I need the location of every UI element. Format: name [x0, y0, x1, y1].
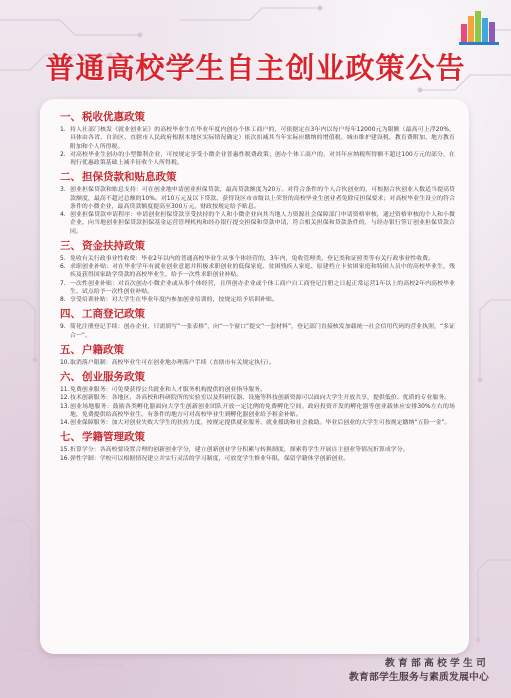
- item-number: 10.: [60, 359, 70, 366]
- section-title: 学籍管理政策: [82, 431, 145, 444]
- item-text: 折算学分：各高校要设置合理的创新创业学分，建立创新创业学分积累与转换制度，探索将学生开展自主创业等情况折算成学分。: [70, 447, 409, 454]
- item-number: 11.: [60, 387, 70, 393]
- policy-item: [60, 394, 455, 402]
- section-heading: [60, 370, 455, 384]
- section-title: 工商登记政策: [82, 308, 145, 321]
- section-title: 户籍政策: [82, 343, 124, 356]
- item-text: 技术创新服务：各地区、各高校和科研院所的实验室以及科研仪器、设施等科技创新资源可以面向大学生开放共享，提供低价、优质的专业服务。: [70, 395, 451, 402]
- section-title: 资金扶持政策: [82, 239, 145, 252]
- item-text: 创业担保贷款和贴息支持：可在创业地申请创业担保贷款，最高贷款额度为20万。对符合条件的个人合伙创业的，可根据合伙创业人数适当提高贷款额度，最高不超过总额的10%。对10万元及以下贷款、获得设区市市级以上荣誉的高校毕业生创业者免除反担保要求；对高校毕业生设立的符合条件的小微企业，最高贷款额度提高至300万元，财政按规定给予贴息。: [70, 187, 455, 210]
- item-text: 免费创业服务：可免费获得公共就业和人才服务机构提供的创业指导服务。: [70, 387, 267, 393]
- item-number: 2.: [60, 151, 66, 158]
- item-text: 创业保障服务：加大对创业失败大学生的扶持力度，按规定提供就业服务、就业援助和社会救助。毕业后创业的大学生可按规定缴纳“五险一金”。: [70, 420, 451, 426]
- section-heading: [60, 307, 455, 321]
- section-number: 四、: [60, 308, 81, 321]
- item-number: 5.: [60, 255, 66, 262]
- section-funding-support: [60, 239, 455, 305]
- item-number: 9.: [60, 324, 66, 331]
- policy-item: [60, 263, 455, 280]
- item-text: 一次性创业补贴：对首次创办小微企业或从事个体经营，且所创办企业或个体工商户自工商登记注册之日起正常运营1年以上的高校2年内高校毕业生、试点给予一次性创业补贴。: [70, 280, 455, 295]
- item-text: 简化注册登记手续：创办企业，只需填写“一张表格”，向“一个窗口”提交“一套材料”，登记部门直接核发加载统一社会信用代码的营业执照，“多证合一”。: [70, 324, 455, 339]
- section-heading: [60, 110, 455, 124]
- policy-item: [60, 323, 455, 340]
- item-number: 16.: [60, 455, 70, 462]
- item-number: 13.: [60, 403, 70, 410]
- item-text: 创业场地服务：鼓励各类孵化器面向大学生创新创业团队开放一定比例的免费孵化空间。政府投资开发的孵化器等创业载体应安排30%左右的场地，免费提供给高校毕业生。有条件的地方可对高校毕业生到孵化器创业给予租金补贴。: [70, 403, 455, 418]
- section-number: 三、: [60, 239, 81, 252]
- section-title: 担保贷款和贴息政策: [82, 171, 177, 184]
- item-number: 12.: [60, 395, 70, 402]
- section-number: 一、: [60, 111, 81, 123]
- policy-item: [60, 186, 455, 211]
- item-text: 享受培训补贴：对大学生在毕业年度内参加创业培训的，按规定给予培训补贴。: [70, 297, 278, 303]
- issuer-line-2: 教育部学生服务与素质发展中心: [349, 672, 489, 683]
- item-text: 免收有关行政事业性收费：毕业2年以内的普通高校毕业生从事个体经营的，3年内，免收管理类、登记类和证照类等有关行政事业性收费。: [70, 255, 435, 262]
- policy-item: [60, 255, 455, 263]
- section-student-status-management: [60, 430, 455, 463]
- section-heading: [60, 239, 455, 253]
- item-text: 弹性学制：学校可以根据情况建立并实行灵活的学习制度，可放宽学生修业年限，保留学籍休学创新创业。: [70, 455, 350, 462]
- item-text: 创业担保贷款申请程序：申请创业担保贷款享受扶持的个人和小微企业向其当地人力资源社会保障部门申请资格审核，通过资格审核的个人和小微企业，向当地创业担保贷款担保基金运营管理机构和经办银行提交担保和贷款申请，符合相关担保和贷款条件的，与经办银行签订创业担保贷款合同。: [70, 212, 455, 235]
- policy-item: [60, 386, 455, 394]
- issuer-signature: [349, 657, 489, 685]
- item-number: 4.: [60, 212, 66, 218]
- item-text: 求职创业补贴：对在毕业学年有就业创业意愿并积极求职创业的低保家庭、贫困残疾人家庭、原建档立卡贫困家庭和特困人员中的高校毕业生，残疾及获得国家助学贷款的高校毕业生，给予一次性求职创业补贴。: [70, 264, 455, 279]
- city-buildings-logo-icon: [459, 8, 501, 46]
- section-number: 六、: [60, 371, 81, 383]
- section-household-registration: [60, 343, 455, 367]
- item-number: 3.: [60, 187, 66, 194]
- policy-item: [60, 151, 455, 168]
- section-business-registration: [60, 307, 455, 340]
- item-text: 取消落户限制：高校毕业生可在创业地办理落户手续（直辖市有关规定执行）。: [70, 359, 275, 366]
- item-number: 14.: [60, 420, 70, 426]
- policy-item: [60, 211, 455, 236]
- policy-item: [60, 455, 455, 463]
- page-title: 普通高校学生自主创业政策公告: [45, 51, 466, 85]
- section-tax-incentives: [60, 110, 455, 167]
- item-number: 8.: [60, 297, 66, 303]
- item-text: 对高校毕业生创办的小型微利企业，可按规定享受小微企业普惠性税费政策；创办个体工商户的，对其年应纳税所得额不超过100万元的部分，在现行优惠政策基础上减半征收个人所得税。: [70, 151, 455, 166]
- section-title: 税收优惠政策: [82, 111, 145, 123]
- section-heading: [60, 430, 455, 444]
- section-number: 七、: [60, 431, 81, 444]
- policy-item: [60, 280, 455, 297]
- item-text: 持人社部门核发《就业创业证》的高校毕业生在毕业年度内创办个体工商户的，可依据定在3年内以每户每年12000元为限额（最高可上浮20%，具体由各省、自治区、直辖市人民政府根据本地区实际情况确定）依次扣减其当年实际应缴纳的增值税、城市维护建设税、教育费附加、地方教育附加和个人所得税。: [70, 127, 455, 150]
- item-number: 6.: [60, 264, 66, 270]
- policy-item: [60, 126, 455, 151]
- section-title: 创业服务政策: [82, 371, 145, 383]
- policy-item: [60, 446, 455, 454]
- section-entrepreneurship-services: [60, 370, 455, 427]
- policy-card: [40, 99, 469, 654]
- section-number: 二、: [60, 171, 81, 184]
- item-number: 1.: [60, 127, 66, 133]
- policy-item: [60, 359, 455, 367]
- section-number: 五、: [60, 343, 81, 356]
- issuer-line-1: 教育部高校学生司: [385, 658, 489, 669]
- section-loan-subsidy: [60, 170, 455, 236]
- item-number: 7.: [60, 280, 66, 287]
- section-heading: [60, 343, 455, 357]
- policy-item: [60, 296, 455, 304]
- section-heading: [60, 170, 455, 184]
- item-number: 15.: [60, 447, 70, 454]
- policy-item: [60, 419, 455, 427]
- policy-item: [60, 403, 455, 420]
